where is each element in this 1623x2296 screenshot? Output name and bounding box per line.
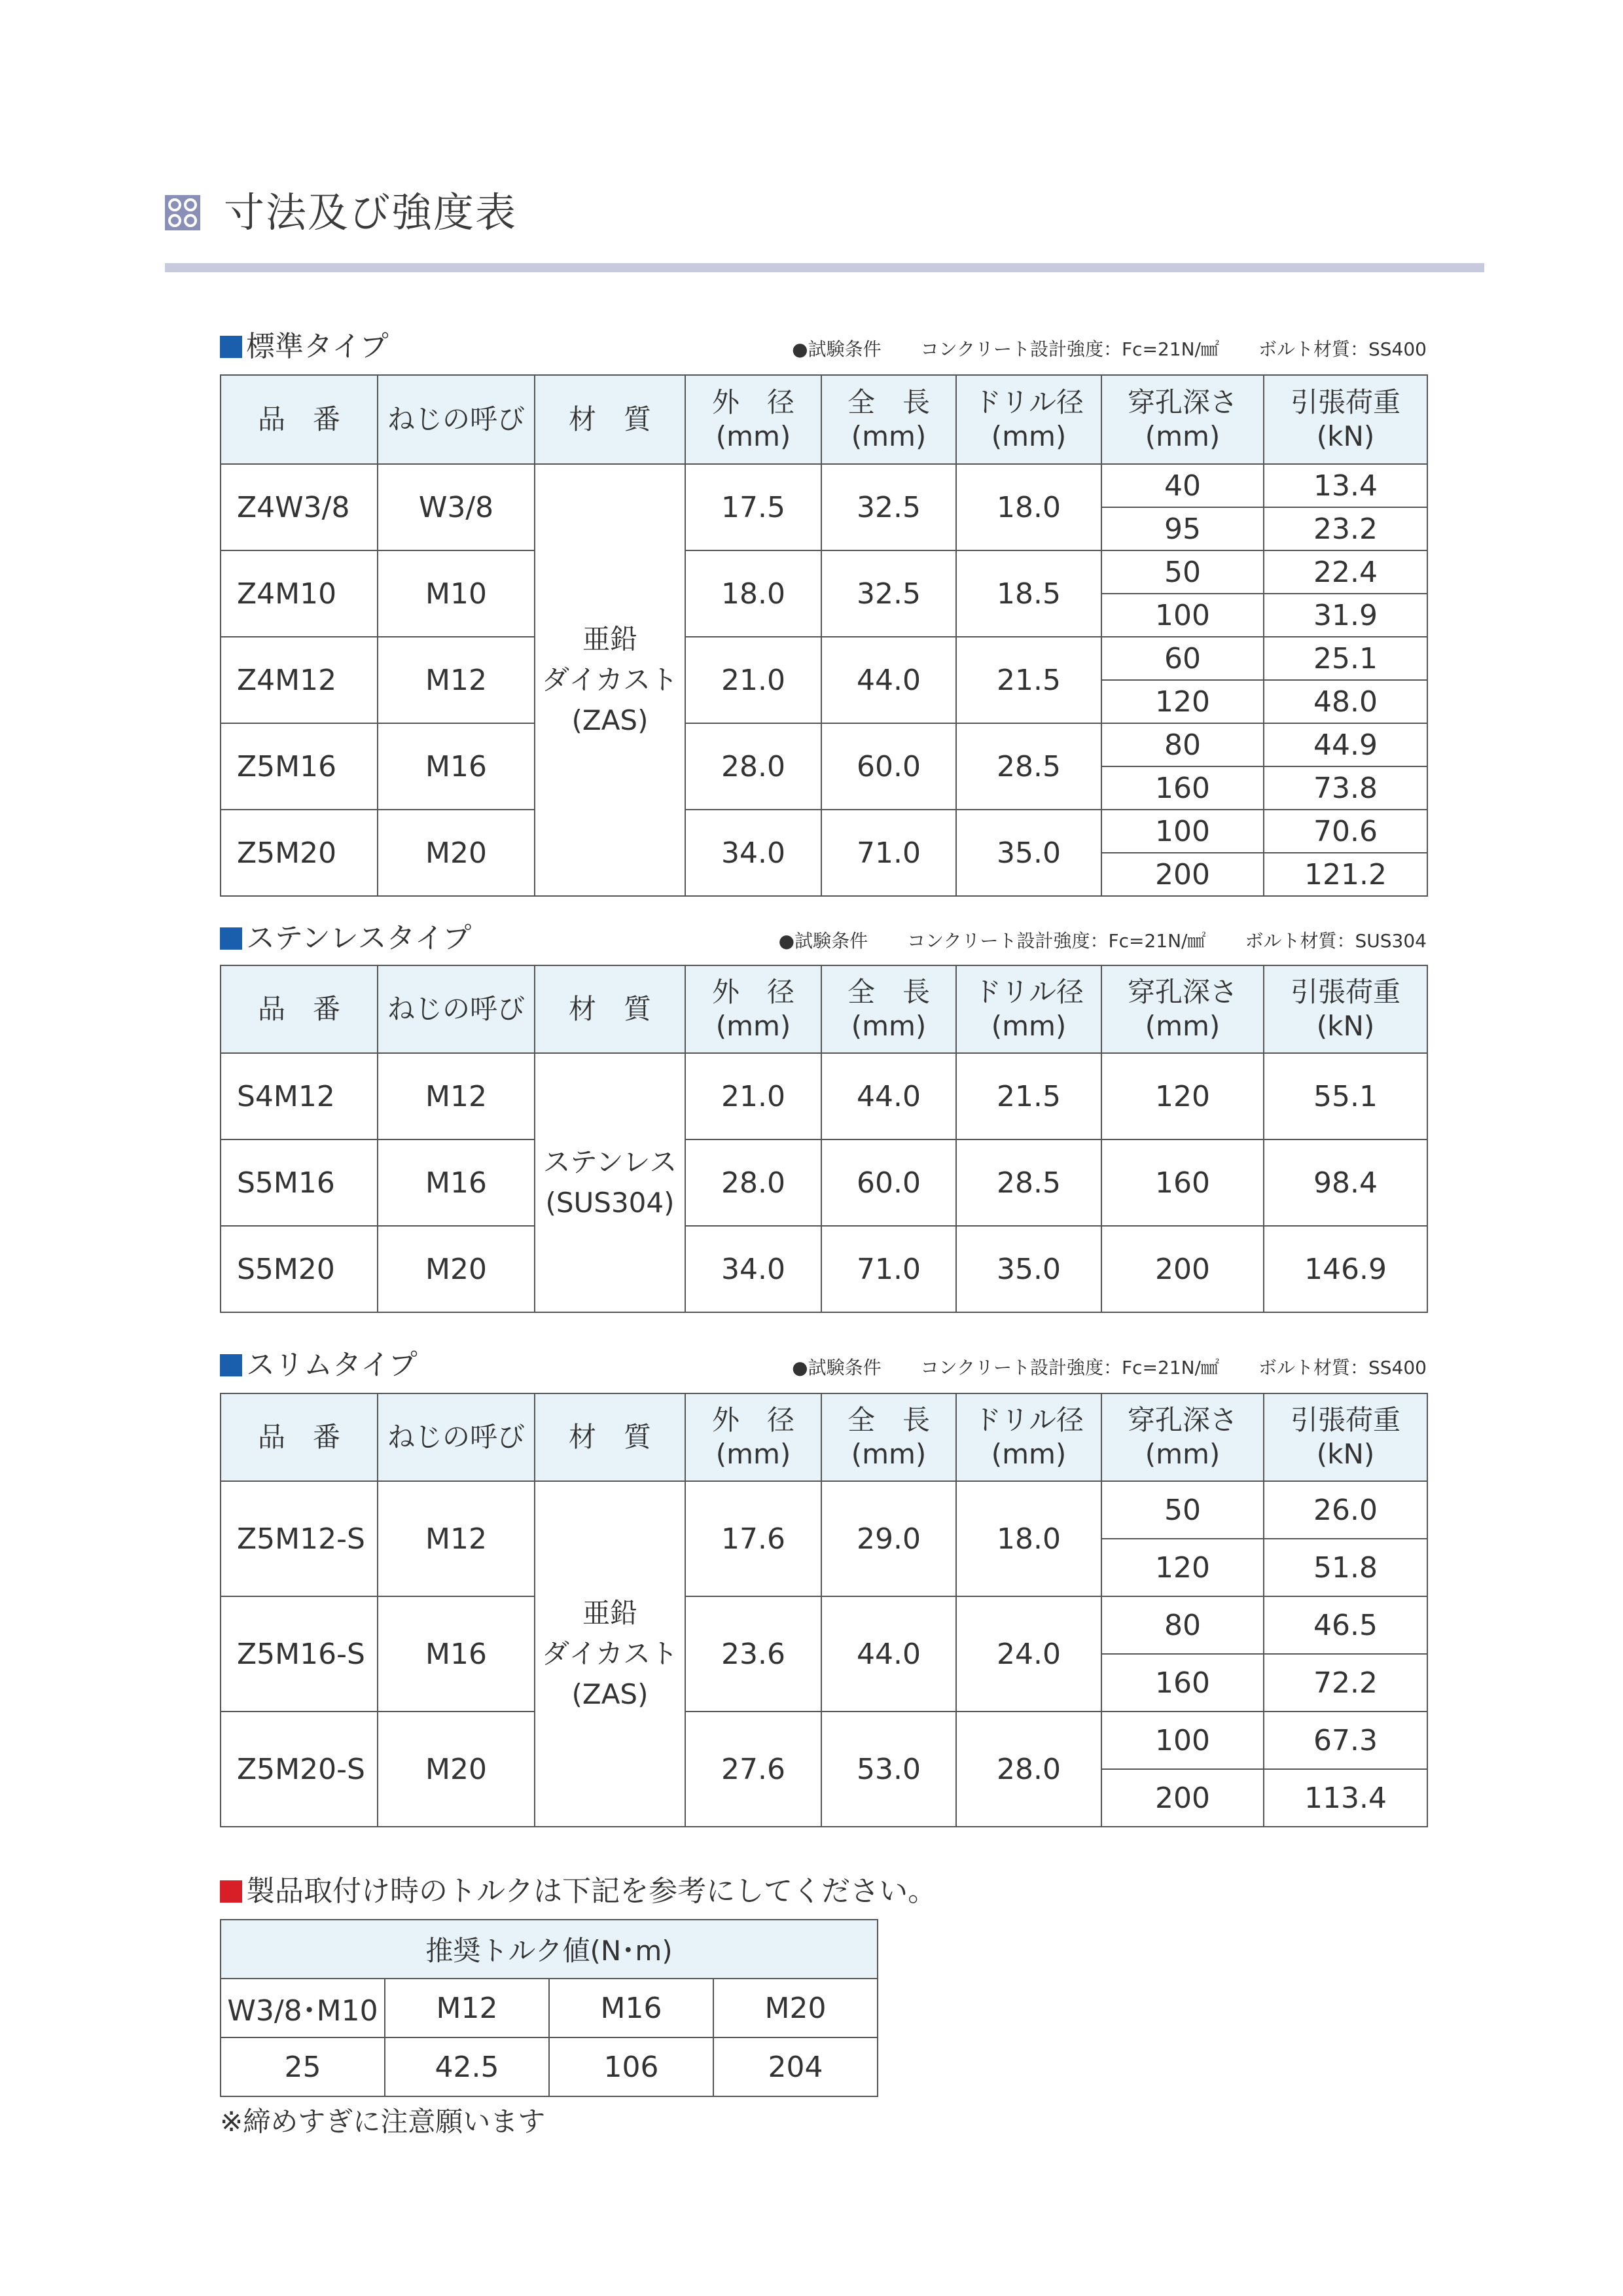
outer-diameter: 17.5: [685, 464, 821, 550]
drill-depth: 80: [1101, 1596, 1264, 1654]
outer-diameter: 21.0: [685, 637, 821, 723]
product-code: Z4M12: [221, 637, 378, 723]
header-load: 引張荷重 (kN): [1264, 965, 1427, 1053]
header-material: 材 質: [535, 375, 685, 464]
total-length: 44.0: [821, 1053, 956, 1139]
section-title: ステンレスタイプ: [220, 919, 471, 958]
tensile-load: 22.4: [1264, 550, 1427, 594]
table-row: [221, 637, 1427, 680]
material-line: (ZAS): [571, 1678, 649, 1710]
total-length: 71.0: [821, 810, 956, 896]
drill-depth: 60: [1101, 637, 1264, 680]
thread-size: M16: [378, 1139, 535, 1226]
table-row: [221, 1481, 1427, 1539]
header-length: 全 長 (mm): [821, 1393, 956, 1481]
header-outer-dia: 外 径 (mm): [685, 375, 821, 464]
header-length: 全 長 (mm): [821, 375, 956, 464]
tensile-load: 48.0: [1264, 680, 1427, 723]
drill-depth: 50: [1101, 550, 1264, 594]
drill-diameter: 18.0: [956, 464, 1101, 550]
grid-pattern-icon: [165, 195, 200, 230]
table-header-row: [221, 965, 1427, 1053]
table-row: [221, 723, 1427, 766]
total-length: 71.0: [821, 1226, 956, 1312]
table-row: [221, 1596, 1427, 1654]
tensile-load: 146.9: [1264, 1226, 1427, 1312]
table-row: [221, 1139, 1427, 1226]
drill-depth: 120: [1101, 1053, 1264, 1139]
torque-table: [220, 1919, 878, 2097]
material-line: ステンレス: [543, 1146, 677, 1178]
torque-value: 204: [713, 2037, 878, 2096]
table-body: [221, 464, 1427, 896]
table-header-row: [221, 375, 1427, 464]
material-line: 亜鉛: [582, 1597, 637, 1629]
stainless-section-heading: [220, 919, 1427, 958]
thread-size: M12: [378, 1481, 535, 1596]
torque-size-row: [221, 1979, 878, 2037]
drill-diameter: 35.0: [956, 810, 1101, 896]
outer-diameter: 18.0: [685, 550, 821, 637]
table-row: [221, 1053, 1427, 1139]
tensile-load: 31.9: [1264, 594, 1427, 637]
tensile-load: 46.5: [1264, 1596, 1427, 1654]
tensile-load: 51.8: [1264, 1539, 1427, 1596]
product-code: Z4M10: [221, 550, 378, 637]
drill-depth: 100: [1101, 594, 1264, 637]
drill-depth: 80: [1101, 723, 1264, 766]
section-title: スリムタイプ: [220, 1346, 418, 1385]
header-depth: 穿孔深さ (mm): [1101, 375, 1264, 464]
drill-depth: 120: [1101, 680, 1264, 723]
torque-size: M16: [549, 1979, 713, 2037]
header-code: 品 番: [221, 965, 378, 1053]
product-code: Z5M12-S: [221, 1481, 378, 1596]
product-code: Z5M16: [221, 723, 378, 810]
torque-size: W3/8･M10: [221, 1979, 385, 2037]
drill-diameter: 24.0: [956, 1596, 1101, 1712]
drill-diameter: 28.5: [956, 723, 1101, 810]
header-depth: 穿孔深さ (mm): [1101, 1393, 1264, 1481]
header-depth: 穿孔深さ (mm): [1101, 965, 1264, 1053]
drill-diameter: 18.5: [956, 550, 1101, 637]
tensile-load: 113.4: [1264, 1769, 1427, 1827]
tensile-load: 44.9: [1264, 723, 1427, 766]
table-body: [221, 1481, 1427, 1827]
tensile-load: 98.4: [1264, 1139, 1427, 1226]
tensile-load: 23.2: [1264, 507, 1427, 550]
torque-value: 106: [549, 2037, 713, 2096]
product-code: Z5M20-S: [221, 1712, 378, 1827]
drill-depth: 160: [1101, 1139, 1264, 1226]
outer-diameter: 28.0: [685, 723, 821, 810]
header-drill: ドリル径 (mm): [956, 965, 1101, 1053]
thread-size: M12: [378, 637, 535, 723]
drill-diameter: 35.0: [956, 1226, 1101, 1312]
drill-depth: 50: [1101, 1481, 1264, 1539]
tensile-load: 25.1: [1264, 637, 1427, 680]
torque-size: M20: [713, 1979, 878, 2037]
caution-note: ※締めすぎに注意願います: [220, 2106, 546, 2138]
thread-size: M12: [378, 1053, 535, 1139]
material-cell: [535, 1053, 685, 1312]
material-line: (SUS304): [545, 1187, 675, 1219]
section-title: 製品取付け時のトルクは下記を参考にしてください。: [220, 1872, 936, 1911]
header-thread: ねじの呼び: [378, 375, 535, 464]
drill-depth: 120: [1101, 1539, 1264, 1596]
header-drill: ドリル径 (mm): [956, 1393, 1101, 1481]
outer-diameter: 34.0: [685, 810, 821, 896]
outer-diameter: 34.0: [685, 1226, 821, 1312]
blue-square-marker: [220, 336, 242, 358]
header-material: 材 質: [535, 965, 685, 1053]
product-code: Z5M20: [221, 810, 378, 896]
product-code: Z4W3/8: [221, 464, 378, 550]
thread-size: M16: [378, 723, 535, 810]
table-header-row: [221, 1393, 1427, 1481]
drill-depth: 200: [1101, 1226, 1264, 1312]
red-square-marker: [220, 1880, 242, 1903]
outer-diameter: 23.6: [685, 1596, 821, 1712]
tensile-load: 70.6: [1264, 810, 1427, 853]
test-conditions: ●試験条件 コンクリート設計強度：Fc=21N/㎟ ボルト材質：SUS304: [778, 930, 1427, 952]
material-cell: [535, 464, 685, 896]
drill-diameter: 21.5: [956, 1053, 1101, 1139]
stainless-spec-table: [220, 965, 1428, 1313]
drill-depth: 95: [1101, 507, 1264, 550]
header-thread: ねじの呼び: [378, 965, 535, 1053]
drill-diameter: 21.5: [956, 637, 1101, 723]
header-code: 品 番: [221, 1393, 378, 1481]
material-line: 亜鉛: [582, 623, 637, 655]
drill-depth: 100: [1101, 1712, 1264, 1769]
thread-size: M20: [378, 1712, 535, 1827]
page-title: 寸法及び強度表: [224, 188, 518, 236]
total-length: 32.5: [821, 550, 956, 637]
total-length: 60.0: [821, 1139, 956, 1226]
tensile-load: 72.2: [1264, 1654, 1427, 1712]
blue-square-marker: [220, 927, 242, 950]
tensile-load: 121.2: [1264, 853, 1427, 896]
product-code: S5M20: [221, 1226, 378, 1312]
torque-value: 42.5: [385, 2037, 549, 2096]
table-body: [221, 1053, 1427, 1312]
total-length: 32.5: [821, 464, 956, 550]
total-length: 44.0: [821, 1596, 956, 1712]
torque-header: 推奨トルク値(N･m): [221, 1920, 878, 1979]
outer-diameter: 17.6: [685, 1481, 821, 1596]
slim-section-heading: [220, 1346, 1427, 1385]
drill-diameter: 28.5: [956, 1139, 1101, 1226]
outer-diameter: 28.0: [685, 1139, 821, 1226]
total-length: 53.0: [821, 1712, 956, 1827]
drill-diameter: 28.0: [956, 1712, 1101, 1827]
test-conditions: ●試験条件 コンクリート設計強度：Fc=21N/㎟ ボルト材質：SS400: [792, 1357, 1427, 1378]
torque-value: 25: [221, 2037, 385, 2096]
header-material: 材 質: [535, 1393, 685, 1481]
product-code: S4M12: [221, 1053, 378, 1139]
section-title: 標準タイプ: [220, 327, 389, 367]
tensile-load: 26.0: [1264, 1481, 1427, 1539]
product-code: S5M16: [221, 1139, 378, 1226]
torque-value-row: [221, 2037, 878, 2096]
thread-size: M20: [378, 810, 535, 896]
table-row: [221, 810, 1427, 853]
drill-depth: 160: [1101, 766, 1264, 810]
material-line: ダイカスト: [542, 664, 678, 696]
drill-depth: 160: [1101, 1654, 1264, 1712]
torque-size: M12: [385, 1979, 549, 2037]
thread-size: W3/8: [378, 464, 535, 550]
header-rule: [165, 263, 1484, 272]
total-length: 29.0: [821, 1481, 956, 1596]
material-line: (ZAS): [571, 704, 649, 736]
header-outer-dia: 外 径 (mm): [685, 1393, 821, 1481]
header-drill: ドリル径 (mm): [956, 375, 1101, 464]
total-length: 44.0: [821, 637, 956, 723]
table-row: [221, 464, 1427, 507]
blue-square-marker: [220, 1354, 242, 1376]
outer-diameter: 21.0: [685, 1053, 821, 1139]
drill-depth: 100: [1101, 810, 1264, 853]
table-row: [221, 550, 1427, 594]
drill-depth: 200: [1101, 853, 1264, 896]
tensile-load: 13.4: [1264, 464, 1427, 507]
material-line: ダイカスト: [542, 1638, 678, 1670]
total-length: 60.0: [821, 723, 956, 810]
header-load: 引張荷重 (kN): [1264, 375, 1427, 464]
header-thread: ねじの呼び: [378, 1393, 535, 1481]
tensile-load: 55.1: [1264, 1053, 1427, 1139]
tensile-load: 73.8: [1264, 766, 1427, 810]
slim-spec-table: [220, 1393, 1428, 1827]
drill-depth: 40: [1101, 464, 1264, 507]
drill-diameter: 18.0: [956, 1481, 1101, 1596]
standard-spec-table: [220, 374, 1428, 897]
test-conditions: ●試験条件 コンクリート設計強度：Fc=21N/㎟ ボルト材質：SS400: [792, 338, 1427, 360]
torque-header-row: [221, 1920, 878, 1979]
thread-size: M10: [378, 550, 535, 637]
standard-section-heading: [220, 327, 1427, 367]
header-outer-dia: 外 径 (mm): [685, 965, 821, 1053]
product-code: Z5M16-S: [221, 1596, 378, 1712]
material-cell: [535, 1481, 685, 1827]
outer-diameter: 27.6: [685, 1712, 821, 1827]
thread-size: M20: [378, 1226, 535, 1312]
header-code: 品 番: [221, 375, 378, 464]
table-row: [221, 1712, 1427, 1769]
header-load: 引張荷重 (kN): [1264, 1393, 1427, 1481]
table-row: [221, 1226, 1427, 1312]
thread-size: M16: [378, 1596, 535, 1712]
header-length: 全 長 (mm): [821, 965, 956, 1053]
tensile-load: 67.3: [1264, 1712, 1427, 1769]
torque-section-heading: [220, 1872, 1427, 1911]
drill-depth: 200: [1101, 1769, 1264, 1827]
